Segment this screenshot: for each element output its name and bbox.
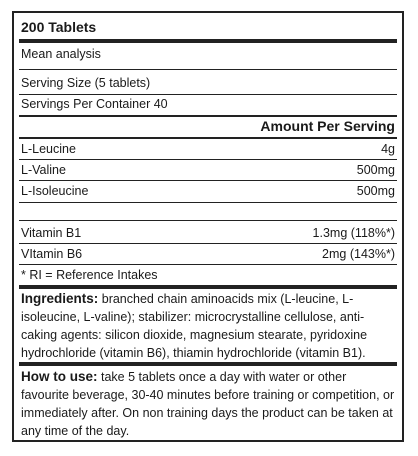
divider: [19, 39, 397, 43]
nutrient-name: L-Leucine: [21, 142, 76, 156]
nutrient-name: Vitamin B1: [21, 226, 82, 240]
divider: [19, 137, 397, 139]
nutrient-amount: 4g: [381, 142, 395, 156]
nutrient-name: VItamin B6: [21, 247, 83, 261]
nutrient-amount: 500mg: [356, 184, 395, 198]
divider: [19, 115, 397, 117]
divider: [19, 69, 397, 70]
mean-analysis-label: Mean analysis: [21, 47, 101, 61]
ri-note: * RI = Reference Intakes: [21, 268, 158, 282]
supplement-facts-panel: [12, 11, 404, 442]
how-to-use-text: take 5 tablets once a day with water or other favourite beverage, 30-40 minutes before training or competition, or immediately after. On non training days the product can be taken at any time of the day.: [21, 370, 395, 438]
divider: [19, 180, 397, 181]
panel-title: 200 Tablets: [21, 19, 97, 35]
divider: [19, 285, 397, 289]
nutrient-amount: 500mg: [356, 163, 395, 177]
divider: [19, 220, 397, 221]
how-to-use-block: [21, 368, 395, 440]
divider: [19, 94, 397, 95]
divider: [19, 202, 397, 203]
ingredients-block: [21, 290, 395, 362]
serving-size-label: Serving Size (5 tablets): [21, 76, 151, 90]
nutrient-name: L-Valine: [21, 163, 66, 177]
ingredients-label: Ingredients:: [21, 291, 99, 306]
divider: [19, 362, 397, 366]
divider: [19, 264, 397, 265]
ingredients-text: branched chain aminoacids mix (L-leucine, L-isoleucine, L-valine); stabilizer: microcrystalline cellulose, anti-caking agents: silicon dioxide, magnesium stearate, pyridoxine hydrochloride (vitamin B6), thiamin hydrochloride (vitamin B1).: [21, 292, 368, 360]
how-to-use-label: How to use:: [21, 369, 98, 384]
nutrient-amount: 2mg (143%*): [322, 247, 395, 261]
amount-per-serving-header: Amount Per Serving: [260, 118, 395, 134]
servings-per-container-label: Servings Per Container 40: [21, 97, 168, 111]
nutrient-name: L-Isoleucine: [21, 184, 89, 198]
nutrient-amount: 1.3mg (118%*): [312, 226, 395, 240]
divider: [19, 159, 397, 160]
divider: [19, 243, 397, 244]
